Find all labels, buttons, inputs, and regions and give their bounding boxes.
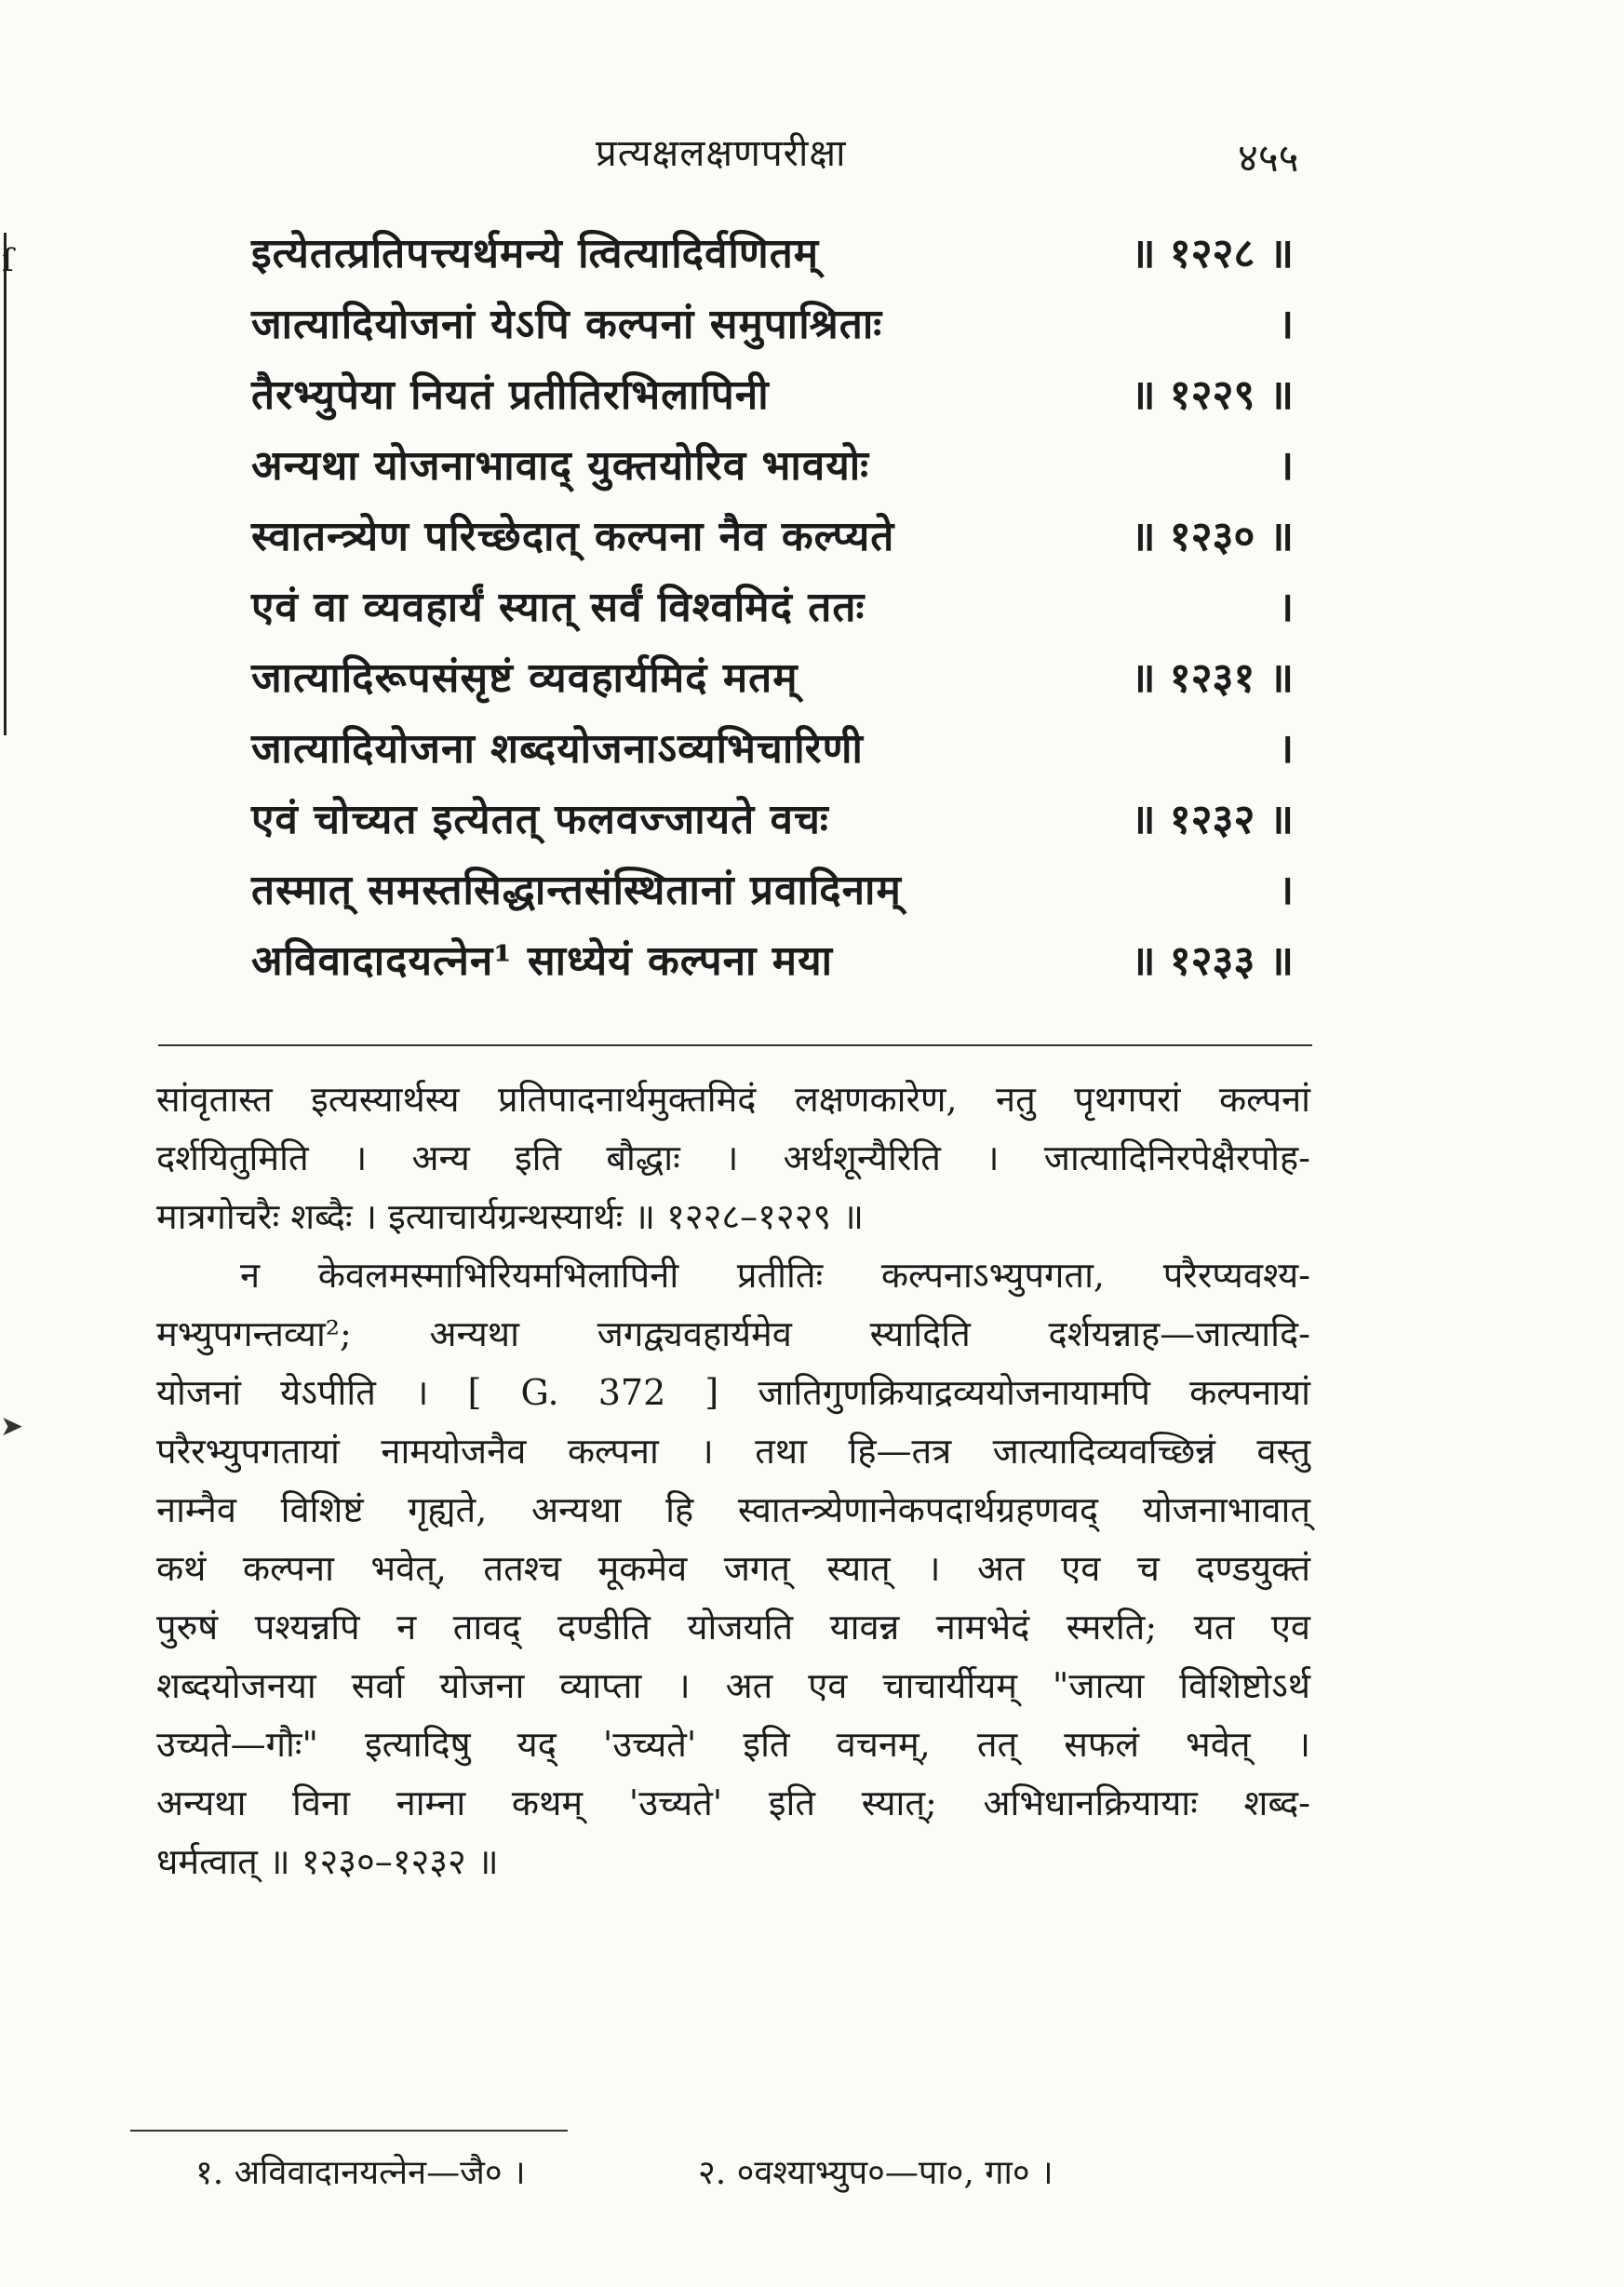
verse-text: तैरभ्युपेया नियतं प्रतीतिरभिलापिनी — [251, 371, 770, 419]
verse-number: ॥ १२२९ ॥ — [1131, 371, 1294, 419]
commentary-line: सांवृतास्त इत्यस्यार्थस्य प्रतिपादनार्थमुक्तमिदं लक्षणकारेण, नतु पृथगपरां कल्पनां — [156, 1079, 1310, 1120]
verse-danda: । — [1278, 442, 1294, 490]
verse-line — [251, 648, 1294, 719]
verse-number: ॥ १२३१ ॥ — [1131, 654, 1294, 702]
commentary-line: पुरुषं पश्यन्नपि न तावद् दण्डीति योजयति यावन्न नामभेदं स्मरति; यत एव — [156, 1607, 1310, 1648]
verse-text: स्वातन्त्र्येण परिच्छेदात् कल्पना नैव कल्प्यते — [251, 513, 895, 560]
verse-line — [251, 365, 1294, 436]
verse-danda: । — [1278, 301, 1294, 348]
footnotes — [195, 2148, 1219, 2194]
commentary-line: धर्मत्वात् ॥ १२३०–१२३२ ॥ — [156, 1841, 499, 1882]
verse-text: जात्यादियोजना शब्दयोजनाऽव्यभिचारिणी — [251, 725, 864, 773]
commentary-line: शब्दयोजनया सर्वा योजना व्याप्ता । अत एव चाचार्यीयम् "जात्या विशिष्टोऽर्थ — [156, 1665, 1310, 1706]
verse-number: ॥ १२३० ॥ — [1131, 513, 1294, 560]
footnote-1: १. अविवादानयत्नेन—जै० । — [195, 2154, 526, 2192]
footnote-2: २. ०वश्याभ्युप०—पा०, गा० । — [698, 2154, 1054, 2192]
verse-text: जात्यादियोजनां येऽपि कल्पनां समुपाश्रिताः — [251, 301, 883, 348]
verse-text: अविवादादयत्नेन¹ साध्येयं कल्पना मया — [251, 937, 833, 985]
commentary-line: योजनां येऽपीति । [ G. 372 ] जातिगुणक्रियाद्रव्ययोजनायामपि कल्पनायां — [156, 1372, 1310, 1413]
verse-number: ॥ १२३२ ॥ — [1131, 796, 1294, 843]
commentary-line: नाम्नैव विशिष्टं गृह्यते, अन्यथा हि स्वातन्त्र्येणानेकपदार्थग्रहणवद् योजनाभावात् — [156, 1489, 1310, 1530]
commentary-line: मभ्युपगन्तव्या²; अन्यथा जगद्व्यवहार्यमेव स्यादिति दर्शयन्नाह—जात्यादि- — [156, 1313, 1310, 1354]
commentary-line: कथं कल्पना भवेत्, ततश्च मूकमेव जगत् स्यात् । अत एव च दण्डयुक्तं — [156, 1548, 1310, 1589]
verse-text: एवं चोच्यत इत्येतत् फलवज्जायते वचः — [251, 796, 829, 843]
verse-text: अन्यथा योजनाभावाद् युक्तयोरिव भावयोः — [251, 442, 870, 490]
verse-danda: । — [1278, 584, 1294, 631]
commentary-line: मात्रगोचरैः शब्दैः । इत्याचार्यग्रन्थस्यार्थः ॥ १२२८–१२२९ ॥ — [156, 1196, 865, 1237]
verse-number: ॥ १२३३ ॥ — [1131, 937, 1294, 985]
verse-block — [251, 223, 1294, 1002]
verse-text: तस्मात् समस्तसिद्धान्तसंस्थितानां प्रवादिनाम् — [251, 867, 902, 914]
verse-text: जात्यादिरूपसंसृष्टं व्यवहार्यमिदं मतम् — [251, 654, 799, 702]
verse-line — [251, 860, 1294, 931]
commentary-line: उच्यते—गौः" इत्यादिषु यद् 'उच्यते' इति वचनम्, तत् सफलं भवेत् । — [156, 1724, 1310, 1765]
margin-arrow-mark: ➤ — [0, 1410, 24, 1443]
running-head: प्रत्यक्षलक्षणपरीक्षा — [596, 132, 847, 175]
verse-line — [251, 506, 1294, 577]
verse-text: इत्येतत्प्रतिपत्त्यर्थमन्ये त्वित्यादिर्वणितम् — [251, 230, 820, 277]
verse-line — [251, 436, 1294, 506]
verse-line — [251, 294, 1294, 365]
verse-number: ॥ १२२८ ॥ — [1131, 230, 1294, 277]
commentary-line: अन्यथा विना नाम्ना कथम् 'उच्यते' इति स्यात्; अभिधानक्रियायाः शब्द- — [156, 1783, 1310, 1823]
verse-commentary-divider — [158, 1044, 1312, 1046]
commentary-block — [156, 1070, 1310, 1891]
verse-text: एवं वा व्यवहार्यं स्यात् सर्वं विश्वमिदं ततः — [251, 584, 866, 631]
verse-danda: । — [1278, 725, 1294, 773]
page-number: ४५५ — [1238, 135, 1299, 181]
commentary-line: न केवलमस्माभिरियमभिलापिनी प्रतीतिः कल्पनाऽभ्युपगता, परैरप्यवश्य- — [240, 1255, 1310, 1296]
footnote-divider — [130, 2130, 568, 2132]
verse-danda: । — [1278, 867, 1294, 914]
commentary-line: दर्शयितुमिति । अन्य इति बौद्धाः । अर्थशून्यैरिति । जात्यादिनिरपेक्षैरपोह- — [156, 1137, 1310, 1178]
verse-line — [251, 719, 1294, 789]
verse-line — [251, 223, 1294, 294]
verse-line — [251, 789, 1294, 860]
commentary-line: परैरभ्युपगतायां नामयोजनैव कल्पना । तथा हि—तत्र जात्यादिव्यवच्छिन्नं वस्तु — [156, 1431, 1310, 1472]
verse-line — [251, 931, 1294, 1002]
margin-bracket — [4, 233, 16, 735]
margin-hook-mark: ſ — [2, 242, 14, 279]
verse-line — [251, 577, 1294, 648]
